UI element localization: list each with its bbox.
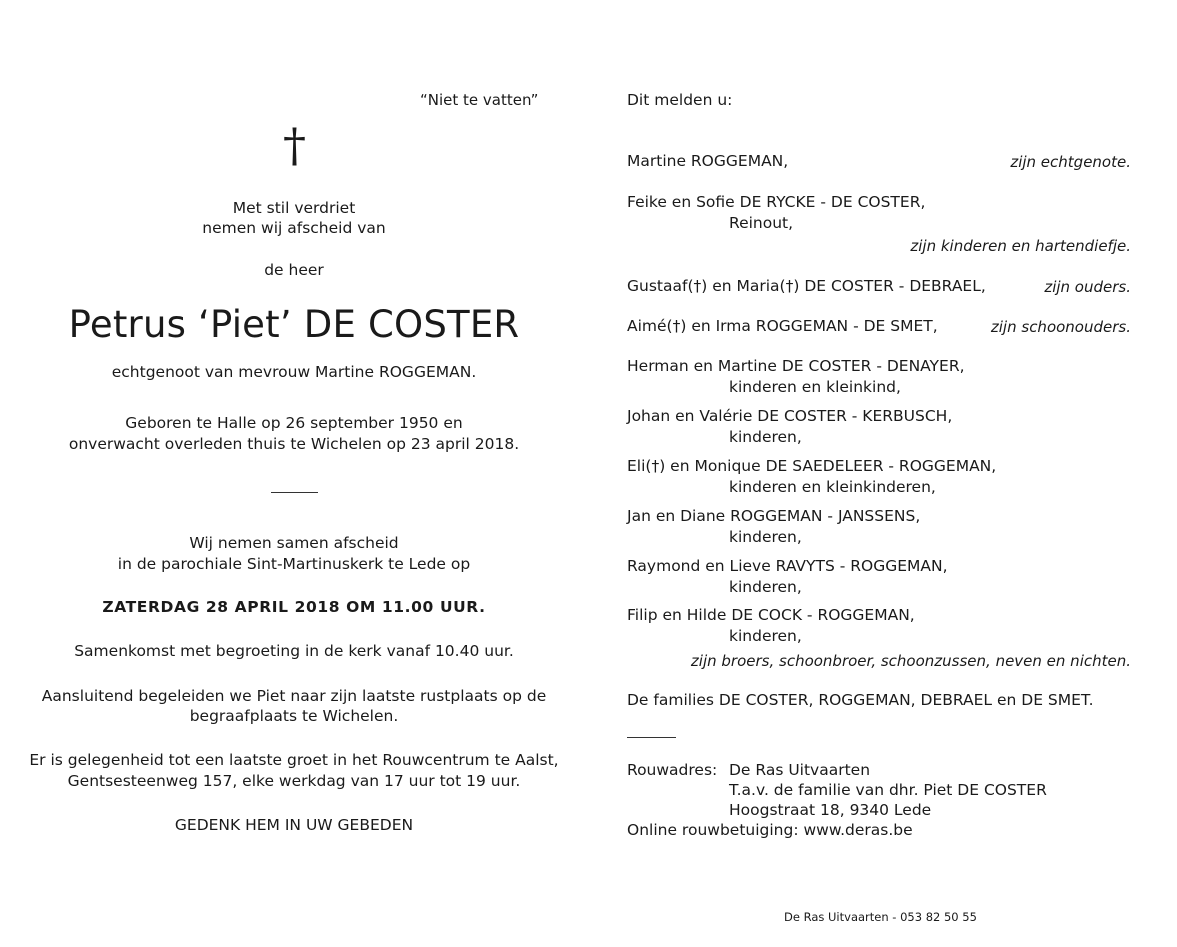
- sibling-2-line-1: Johan en Valérie DE COSTER - KERBUSCH,: [627, 407, 953, 425]
- online-condolence: Online rouwbetuiging: www.deras.be: [627, 821, 913, 839]
- sibling-1-line-1: Herman en Martine DE COSTER - DENAYER,: [627, 357, 965, 375]
- inlaws-line: Aimé(†) en Irma ROGGEMAN - DE SMET,: [627, 317, 938, 335]
- divider-right: [627, 737, 676, 738]
- divider-left: [271, 492, 318, 493]
- sibling-6-line-1: Filip en Hilde DE COCK - ROGGEMAN,: [627, 606, 915, 624]
- children-line-1: Feike en Sofie DE RYCKE - DE COSTER,: [627, 193, 926, 211]
- burial-line-1: Aansluitend begeleiden we Piet naar zijn laatste rustplaats op de: [41, 687, 547, 705]
- prayer-line: GEDENK HEM IN UW GEBEDEN: [174, 816, 414, 834]
- address-label: Rouwadres:: [627, 761, 718, 779]
- families-line: De families DE COSTER, ROGGEMAN, DEBRAEL en DE SMET.: [627, 691, 1094, 709]
- farewell-line-2: in de parochiale Sint-Martinuskerk te Lede op: [117, 555, 471, 573]
- sibling-3-line-1: Eli(†) en Monique DE SAEDELEER - ROGGEMAN,: [627, 457, 997, 475]
- address-line-2: T.a.v. de familie van dhr. Piet DE COSTER: [729, 781, 1047, 799]
- spouse-name: Martine ROGGEMAN,: [627, 152, 789, 170]
- ceremony-date: ZATERDAG 28 APRIL 2018 OM 11.00 UUR.: [102, 598, 486, 616]
- announce-intro: Dit melden u:: [627, 91, 733, 109]
- parents-line: Gustaaf(†) en Maria(†) DE COSTER - DEBRAEL,: [627, 277, 986, 295]
- inlaws-role: zijn schoonouders.: [990, 318, 1131, 336]
- born-line-1: Geboren te Halle op 26 september 1950 en: [125, 414, 463, 432]
- children-role: zijn kinderen en hartendiefje.: [910, 237, 1131, 255]
- sibling-4-line-1: Jan en Diane ROGGEMAN - JANSSENS,: [627, 507, 921, 525]
- intro-line-1: Met stil verdriet: [232, 199, 356, 217]
- intro-line-2: nemen wij afscheid van: [202, 219, 386, 237]
- quote: “Niet te vatten”: [420, 91, 539, 109]
- sibling-3-line-2: kinderen en kleinkinderen,: [729, 478, 936, 496]
- visit-line-1: Er is gelegenheid tot een laatste groet in het Rouwcentrum te Aalst,: [29, 751, 559, 769]
- visit-line-2: Gentsesteenweg 157, elke werkdag van 17 uur tot 19 uur.: [67, 772, 521, 790]
- burial-line-2: begraafplaats te Wichelen.: [189, 707, 399, 725]
- sibling-5-line-1: Raymond en Lieve RAVYTS - ROGGEMAN,: [627, 557, 948, 575]
- siblings-role: zijn broers, schoonbroer, schoonzussen, neven en nichten.: [690, 652, 1131, 670]
- children-line-2: Reinout,: [729, 214, 794, 232]
- sibling-4-line-2: kinderen,: [729, 528, 802, 546]
- de-heer: de heer: [264, 261, 324, 279]
- gathering-line: Samenkomst met begroeting in de kerk vanaf 10.40 uur.: [74, 642, 514, 660]
- sibling-6-line-2: kinderen,: [729, 627, 802, 645]
- born-line-2: onverwacht overleden thuis te Wichelen op 23 april 2018.: [68, 435, 520, 453]
- cross-icon: †: [283, 118, 306, 172]
- sibling-1-line-2: kinderen en kleinkind,: [729, 378, 901, 396]
- spouse-line: echtgenoot van mevrouw Martine ROGGEMAN.: [111, 363, 477, 381]
- spouse-role: zijn echtgenote.: [1010, 153, 1131, 171]
- footer-contact: De Ras Uitvaarten - 053 82 50 55: [784, 910, 977, 924]
- farewell-line-1: Wij nemen samen afscheid: [189, 534, 399, 552]
- parents-role: zijn ouders.: [1044, 278, 1131, 296]
- deceased-name: Petrus ‘Piet’ DE COSTER: [68, 303, 520, 346]
- sibling-5-line-2: kinderen,: [729, 578, 802, 596]
- address-line-1: De Ras Uitvaarten: [729, 761, 871, 779]
- sibling-2-line-2: kinderen,: [729, 428, 802, 446]
- address-line-3: Hoogstraat 18, 9340 Lede: [729, 801, 932, 819]
